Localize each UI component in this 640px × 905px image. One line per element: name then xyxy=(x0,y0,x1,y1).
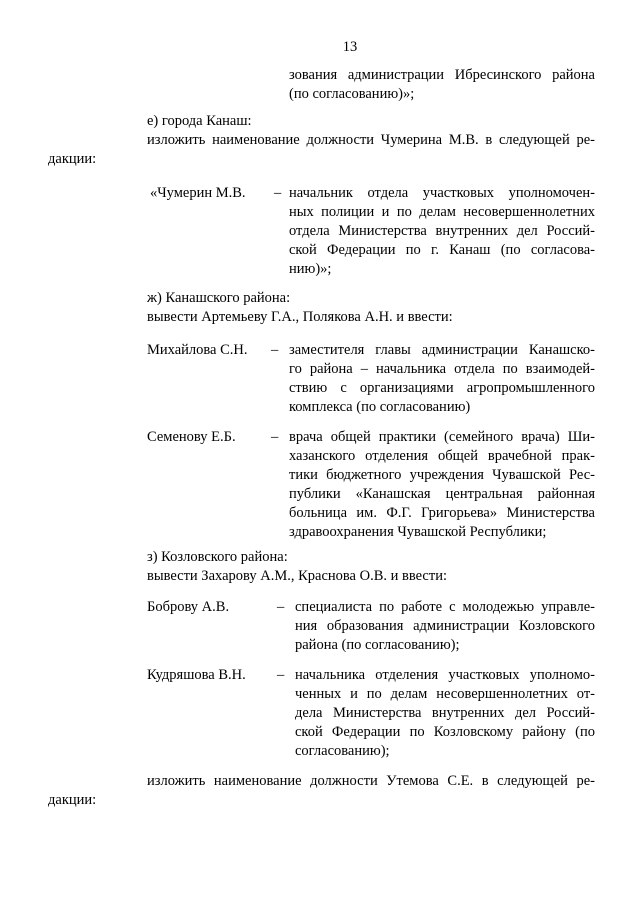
entry-position xyxy=(295,666,595,761)
entry-name: Семенову Е.Б. xyxy=(147,429,236,445)
page-number: 13 xyxy=(342,39,358,55)
entry-dash: – xyxy=(271,429,279,445)
entry-dash: – xyxy=(271,342,279,358)
instruction-line: дакции: xyxy=(48,151,97,167)
entry-line: ных полиции и по делам несовершеннолетних xyxy=(289,204,595,220)
entry-line: публики «Канашская центральная районная xyxy=(289,486,595,502)
entry-line: тики бюджетного учреждения Чувашской Рес- xyxy=(289,467,595,483)
entry-line: го района – начальника отдела по взаимодей- xyxy=(289,361,595,377)
entry-dash: – xyxy=(274,185,282,201)
entry-name: Кудряшова В.Н. xyxy=(147,667,246,683)
entry-line: дела Министерства внутренних дел Россий- xyxy=(295,705,595,721)
continuation-line: (по согласованию)»; xyxy=(289,86,415,102)
entry-line: заместителя главы администрации Канашско- xyxy=(289,342,595,358)
section-zh-heading: ж) Канашского района: xyxy=(147,290,291,306)
closing-paragraph xyxy=(48,772,595,810)
section-z-instruction: вывести Захарову А.М., Краснова О.В. и ввести: xyxy=(147,568,447,584)
entry-line: района (по согласованию); xyxy=(295,637,460,653)
entry-line: начальник отдела участковых уполномочен- xyxy=(289,185,595,201)
entry-position xyxy=(295,598,595,655)
section-e-instruction xyxy=(48,131,595,169)
entry-line: хазанского отделения общей врачебной прак- xyxy=(289,448,595,464)
continuation-line: зования администрации Ибресинского района xyxy=(289,67,595,83)
entry-name: Боброву А.В. xyxy=(147,599,230,615)
entry-line: отдела Министерства внутренних дел Россий- xyxy=(289,223,595,239)
entry-line: нию)»; xyxy=(289,261,332,277)
entry-line: ствию с организациями агропромышленного xyxy=(289,380,595,396)
section-e-heading: е) города Канаш: xyxy=(147,113,252,129)
entry-line: комплекса (по согласованию) xyxy=(289,399,471,415)
entry-line: ченных и по делам несовершеннолетних от- xyxy=(295,686,595,702)
entry-line: больница им. Ф.Г. Григорьева» Министерства xyxy=(289,505,595,521)
instruction-line: изложить наименование должности Чумерина М.В. в следующей ре- xyxy=(147,132,595,148)
closing-line: дакции: xyxy=(48,792,97,808)
entry-position xyxy=(289,341,595,417)
entry-name: Михайлова С.Н. xyxy=(147,342,248,358)
entry-line: ской Федерации по г. Канаш (по согласова- xyxy=(289,242,595,258)
entry-position xyxy=(289,428,595,542)
closing-line: изложить наименование должности Утемова С.Е. в следующей ре- xyxy=(147,773,595,789)
entry-line: начальника отделения участковых уполномо- xyxy=(295,667,595,683)
entry-name: «Чумерин М.В. xyxy=(150,185,246,201)
entry-line: ния образования администрации Козловского xyxy=(295,618,595,634)
entry-line: специалиста по работе с молодежью управле- xyxy=(295,599,595,615)
section-zh-instruction: вывести Артемьеву Г.А., Полякова А.Н. и ввести: xyxy=(147,309,453,325)
entry-line: здравоохранения Чувашской Республики; xyxy=(289,524,547,540)
section-z-heading: з) Козловского района: xyxy=(147,549,288,565)
continuation-text xyxy=(289,66,595,104)
entry-position xyxy=(289,184,595,279)
entry-dash: – xyxy=(277,599,285,615)
entry-dash: – xyxy=(277,667,285,683)
entry-line: врача общей практики (семейного врача) Ши- xyxy=(289,429,595,445)
entry-line: согласованию); xyxy=(295,743,390,759)
entry-line: ской Федерации по Козловскому району (по xyxy=(295,724,595,740)
